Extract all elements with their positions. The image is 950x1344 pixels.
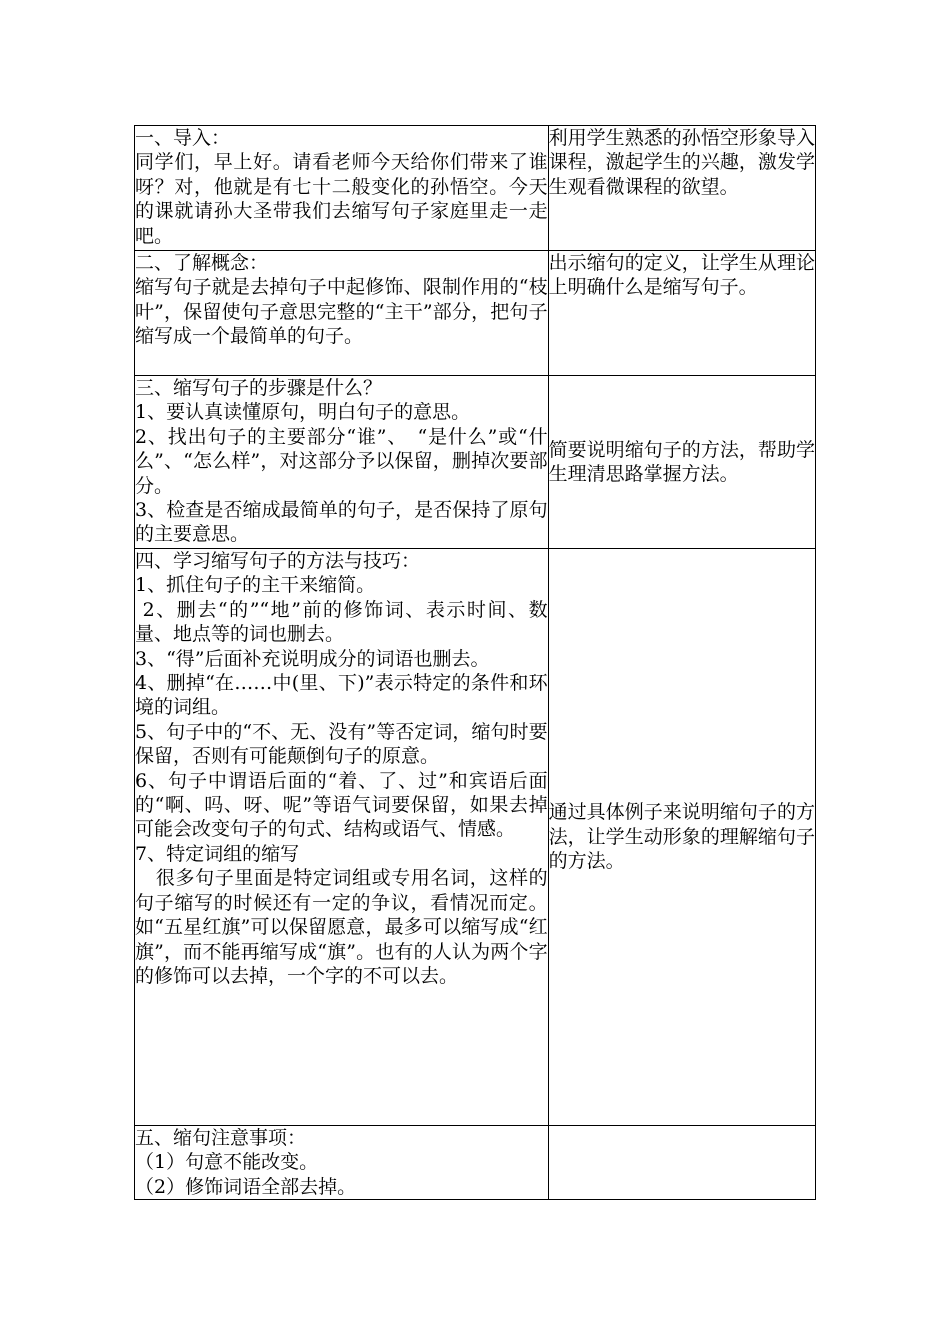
list-item: （2）修饰词语全部去掉。 (135, 1175, 357, 1198)
purpose-cell (548, 251, 815, 376)
list-item: 1、要认真读懂原句，明白句子的意思。 (135, 401, 471, 424)
purpose-text: 出示缩句的定义，让学生从理论上明确什么是缩写句子。 (548, 252, 815, 299)
list-item: 5、句子中的“不、无、没有”等否定词，缩句时要保留，否则有可能颠倒句子的原意。 (135, 720, 548, 768)
lesson-plan-table (134, 125, 816, 1200)
purpose-text: 简要说明缩句子的方法，帮助学生理清思路掌握方法。 (548, 438, 815, 485)
content-cell (135, 549, 549, 1126)
list-item: 4、删掉“在……中(里、下)”表示特定的条件和环境的词组。 (135, 672, 548, 719)
paragraph: 很多句子里面是特定词组或专用名词，这样的句子缩写的时候还有一定的争议，看情况而定。如“五星红旗”可以保留愿意，最多可以缩写成“红旗”，而不能再缩写成“旗”。也有的人认为两个字的修饰可以去掉，一个字的不可以去。 (135, 867, 548, 987)
purpose-text: 利用学生熟悉的孙悟空形象导入课程，激起学生的兴趣，激发学生观看微课程的欲望。 (548, 127, 815, 198)
content-cell (135, 126, 549, 251)
paragraph: 同学们，早上好。请看老师今天给你们带来了谁呀？对，他就是有七十二般变化的孙悟空。今天的课就请孙大圣带我们去缩写句子家庭里走一走吧。 (135, 151, 548, 247)
purpose-cell (548, 376, 815, 549)
section-heading: 二、了解概念： (135, 252, 269, 274)
paragraph: 缩写句子就是去掉句子中起修饰、限制作用的“枝叶”，保留使句子意思完整的“主干”部分，把句子缩写成一个最简单的句子。 (135, 276, 548, 348)
list-item: （1）句意不能改变。 (135, 1151, 319, 1174)
section-heading: 五、缩句注意事项： (135, 1127, 307, 1149)
table-row (135, 549, 816, 1126)
purpose-cell (548, 126, 815, 251)
purpose-text: 通过具体例子来说明缩句子的方法，让学生动形象的理解缩句子的方法。 (548, 801, 815, 873)
section-heading: 一、导入： (135, 127, 231, 149)
purpose-cell (548, 1126, 815, 1200)
list-item: 3、检查是否缩成最简单的句子，是否保持了原句的主要意思。 (135, 499, 548, 546)
list-item: 2、找出句子的主要部分“谁”、 “是什么”或“什么”、“怎么样”，对这部分予以保留，删掉次要部分。 (135, 425, 548, 497)
table-row (135, 126, 816, 251)
section-heading: 四、学习缩写句子的方法与技巧： (135, 550, 421, 572)
list-item: 1、抓住句子的主干来缩简。 (135, 574, 376, 597)
section-heading: 三、缩写句子的步骤是什么？ (135, 377, 383, 399)
list-item: 6、句子中谓语后面的“着、了、过”和宾语后面的“啊、吗、呀、呢”等语气词要保留，如果去掉可能会改变句子的句式、结构或语气、情感。 (135, 769, 548, 841)
content-cell (135, 251, 549, 376)
table-row (135, 1126, 816, 1200)
table-row (135, 376, 816, 549)
content-cell (135, 1126, 549, 1200)
list-item: 7、特定词组的缩写 (135, 842, 300, 865)
list-item: 2、删去“的”“地”前的修饰词、表示时间、数量、地点等的词也删去。 (135, 598, 548, 646)
content-cell (135, 376, 549, 549)
table-row (135, 251, 816, 376)
list-item: 3、“得”后面补充说明成分的词语也删去。 (135, 647, 490, 670)
purpose-cell (548, 549, 815, 1126)
